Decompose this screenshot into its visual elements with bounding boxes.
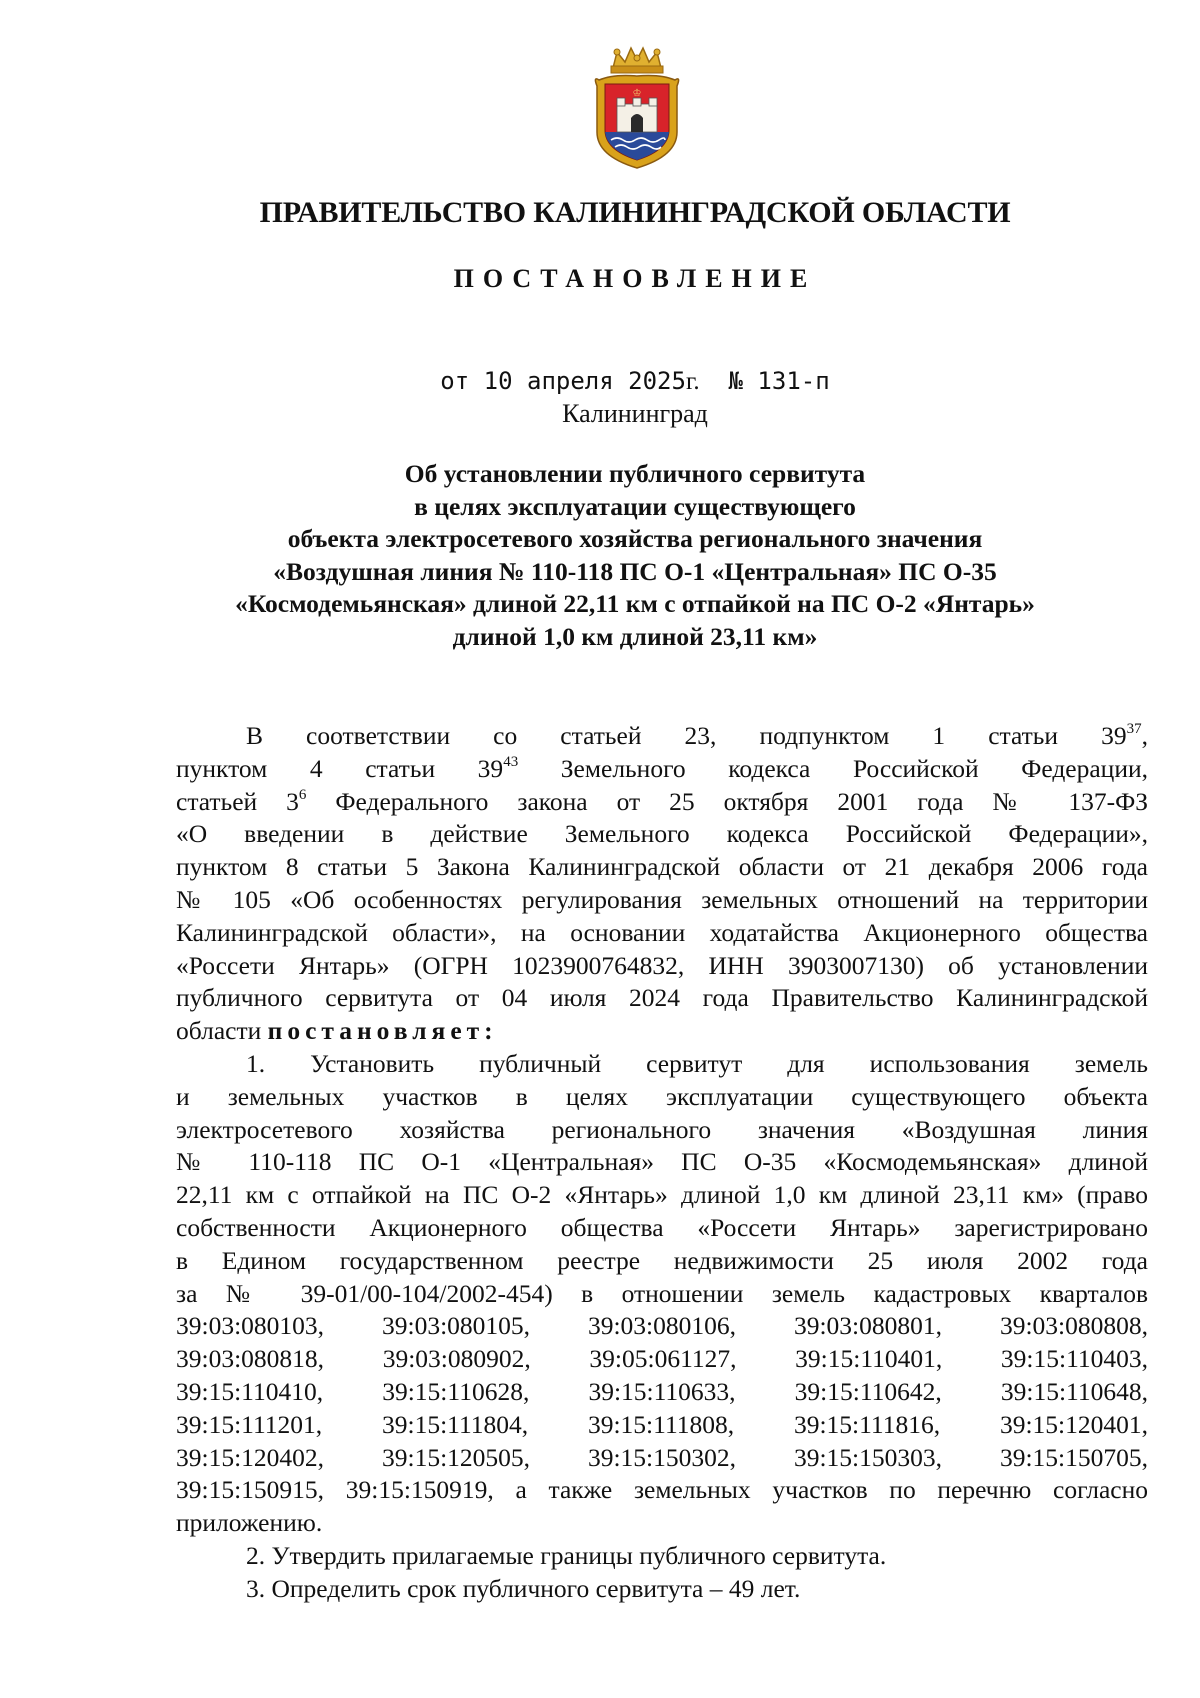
item1-line: собственности Акционерного общества «Россети Янтарь» зарегистрировано (176, 1212, 1148, 1242)
item1-line: в Едином государственном реестре недвижимости 25 июля 2002 года (176, 1245, 1148, 1275)
preamble-line: пунктом 4 статьи $39^{43}$ Земельного кодекса Российской Федерации, (176, 753, 1149, 783)
document-type: ПОСТАНОВЛЕНИЕ (453, 264, 817, 293)
item1-line: за № 39-01/00-104/2002-454) в отношении земель кадастровых кварталов (176, 1278, 1148, 1308)
title-line: длиной 1,0 км длиной 23,11 км» (452, 621, 818, 651)
item1-line: 22,11 км с отпайкой на ПС О-2 «Янтарь» длиной 1,0 км длиной 23,11 км» (право (176, 1180, 1148, 1210)
preamble-line: № 105 «Об особенностях регулирования земельных отношений на территории (176, 884, 1148, 914)
resolution-title (200, 458, 1070, 653)
cadastral-line: 39:03:080818, 39:03:080902, 39:05:061127, 39:15:110401, 39:15:110403, (176, 1344, 1148, 1374)
item1-line: 1. Установить публичный сервитут для использования земель (246, 1048, 1148, 1078)
city: Калининград (562, 399, 708, 428)
preamble-line: статьей $3^6$ Федерального закона от 25 октября 2001 года № 137-ФЗ (176, 786, 1149, 816)
item1-line: и земельных участков в целях эксплуатации существующего объекта (176, 1081, 1148, 1111)
resolves-word: постановляет: (267, 1016, 498, 1046)
svg-text:♔: ♔ (632, 88, 642, 99)
item1-line: № 110-118 ПС О-1 «Центральная» ПС О-35 «Космодемьянская» длиной (176, 1147, 1148, 1177)
document-number: № 131-п (728, 367, 830, 395)
title-line: в целях эксплуатации существующего (414, 491, 856, 521)
preamble-line: публичного сервитута от 04 июля 2024 года Правительство Калининградской (176, 983, 1148, 1013)
cadastral-line: 39:15:111201, 39:15:111804, 39:15:111808, 39:15:111816, 39:15:120401, (176, 1409, 1148, 1439)
item3: 3. Определить срок публичного сервитута – 49 лет. (246, 1573, 801, 1603)
preamble-line: Калининградской области», на основании ходатайства Акционерного общества (176, 917, 1148, 947)
document-date: от 10 апреля 2025 (440, 367, 686, 395)
preamble-line: В соответствии со статьей 23, подпунктом 1 статьи $39^{37}$, (246, 721, 1148, 750)
preamble-line: «О введении в действие Земельного кодекса Российской Федерации», (176, 819, 1148, 849)
cadastral-line: 39:15:110410, 39:15:110628, 39:15:110633, 39:15:110642, 39:15:110648, (176, 1376, 1148, 1406)
item1-line: приложению. (176, 1508, 323, 1538)
preamble-line: «Россети Янтарь» (ОГРН 1023900764832, ИНН 3903007130) об установлении (176, 950, 1148, 980)
date-number-line (0, 367, 1200, 396)
document-body (176, 720, 1148, 1606)
item1-line: 39:15:150915, 39:15:150919, а также земельных участков по перечню согласно (176, 1475, 1148, 1505)
title-line: объекта электросетевого хозяйства регионального значения (287, 524, 983, 553)
government-title: ПРАВИТЕЛЬСТВО КАЛИНИНГРАДСКОЙ ОБЛАСТИ (259, 196, 1011, 229)
title-line: «Воздушная линия № 110-118 ПС О-1 «Центральная» ПС О-35 (273, 556, 997, 586)
title-line: «Космодемьянская» длиной 22,11 км с отпайкой на ПС О-2 «Янтарь» (235, 589, 1035, 618)
item1-line: электросетевого хозяйства регионального значения «Воздушная линия (176, 1114, 1148, 1144)
title-line: Об установлении публичного сервитута (404, 459, 866, 488)
item2: 2. Утвердить прилагаемые границы публичного сервитута. (246, 1540, 887, 1570)
preamble-line: пунктом 8 статьи 5 Закона Калининградской области от 21 декабря 2006 года (176, 852, 1148, 882)
kaliningrad-coat-of-arms-icon (591, 46, 683, 170)
cadastral-line: 39:15:120402, 39:15:120505, 39:15:150302, 39:15:150303, 39:15:150705, (176, 1442, 1148, 1472)
cadastral-line: 39:03:080103, 39:03:080105, 39:03:080106, 39:03:080801, 39:03:080808, (176, 1311, 1148, 1341)
year-suffix: г. (685, 368, 700, 395)
preamble-line: области постановляет: (176, 1016, 498, 1046)
